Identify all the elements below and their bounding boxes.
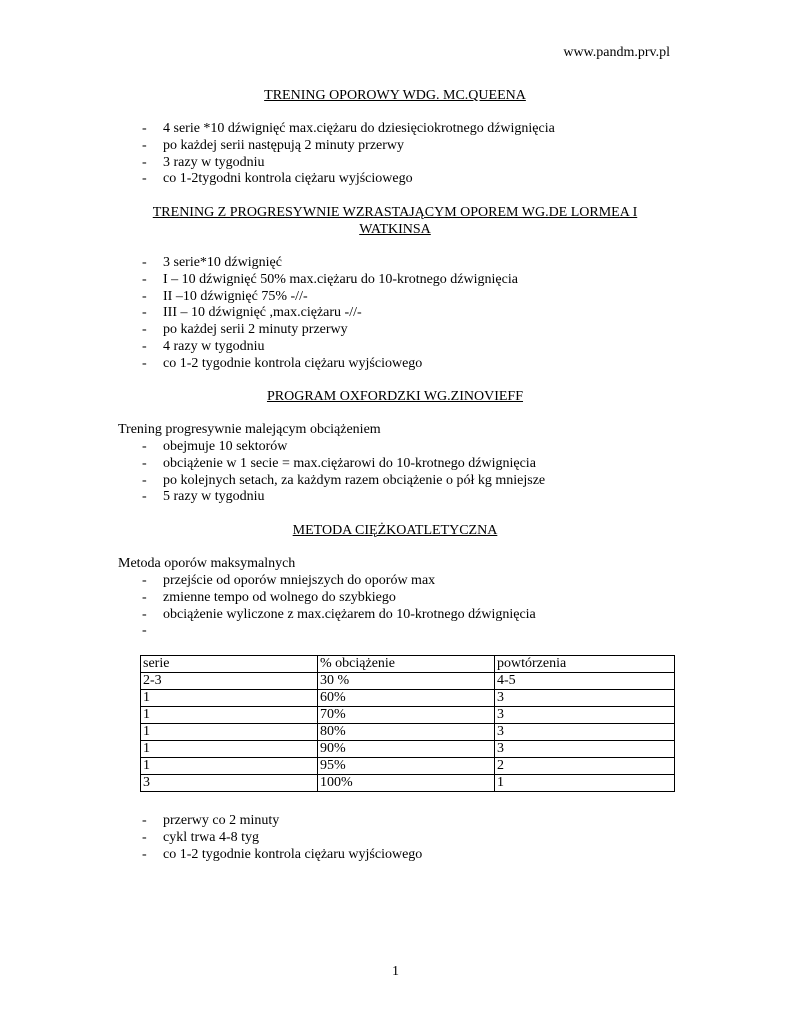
list-item: - obejmuje 10 sektorów [142, 438, 545, 455]
heavy-athletic-intro: Metoda oporów maksymalnych [118, 556, 296, 571]
heavy-athletic-list [142, 572, 536, 639]
load-table [140, 655, 675, 792]
oxford-intro: Trening progresywnie malejącym obciążeniem [118, 422, 381, 437]
section-title-delorme [115, 204, 675, 238]
list-item: - co 1-2tygodni kontrola ciężaru wyjściowego [142, 170, 555, 187]
table-cell: 3 [141, 775, 318, 792]
list-item: - 3 serie*10 dźwignięć [142, 254, 518, 271]
table-cell: 60% [318, 690, 495, 707]
list-item: - zmienne tempo od wolnego do szybkiego [142, 589, 536, 606]
table-cell: 1 [141, 690, 318, 707]
table-cell: 95% [318, 758, 495, 775]
mcqueen-list [142, 120, 555, 187]
table-row [141, 724, 675, 741]
list-item: - 3 razy w tygodniu [142, 154, 555, 171]
list-item: - 4 razy w tygodniu [142, 338, 518, 355]
table-cell: 3 [495, 741, 675, 758]
section-title-mcqueen: TRENING OPOROWY WDG. MC.QUEENA [264, 88, 526, 103]
table-cell: 3 [495, 690, 675, 707]
list-item: - po każdej serii 2 minuty przerwy [142, 321, 518, 338]
table-cell: 1 [141, 707, 318, 724]
table-cell: 90% [318, 741, 495, 758]
table-cell: 2-3 [141, 673, 318, 690]
table-cell: 3 [495, 707, 675, 724]
delorme-list [142, 254, 518, 372]
table-cell: 4-5 [495, 673, 675, 690]
table-cell: 70% [318, 707, 495, 724]
table-header-cell: % obciążenie [318, 656, 495, 673]
list-item: - 5 razy w tygodniu [142, 488, 545, 505]
section-title-line1: TRENING Z PROGRESYWNIE WZRASTAJĄCYM OPOREM WG.DE LORMEA I [152, 205, 638, 220]
list-item [142, 622, 536, 639]
list-item: - III – 10 dźwignięć ,max.ciężaru -//- [142, 304, 518, 321]
heavy-athletic-after-list [142, 812, 422, 862]
table-cell: 30 % [318, 673, 495, 690]
table-cell: 2 [495, 758, 675, 775]
list-item: - I – 10 dźwignięć 50% max.ciężaru do 10-krotnego dźwignięcia [142, 271, 518, 288]
table-cell: 3 [495, 724, 675, 741]
header-url: www.pandm.prv.pl [563, 45, 670, 60]
oxford-list [142, 438, 545, 505]
section-title-line2: WATKINSA [359, 222, 431, 237]
list-item: - co 1-2 tygodnie kontrola ciężaru wyjściowego [142, 355, 518, 372]
list-item: - przejście od oporów mniejszych do oporów max [142, 572, 536, 589]
table-cell: 1 [141, 741, 318, 758]
list-item: - obciążenie w 1 secie = max.ciężarowi do 10-krotnego dźwignięcia [142, 455, 545, 472]
list-item: - po kolejnych setach, za każdym razem obciążenie o pół kg mniejsze [142, 472, 545, 489]
table-row [141, 673, 675, 690]
section-title-heavy-athletic: METODA CIĘŻKOATLETYCZNA [292, 523, 498, 538]
list-item: - obciążenie wyliczone z max.ciężarem do 10-krotnego dźwignięcia [142, 606, 536, 623]
table-header-row [141, 656, 675, 673]
table-header-cell: serie [141, 656, 318, 673]
list-item: - 4 serie *10 dźwignięć max.ciężaru do dziesięciokrotnego dźwignięcia [142, 120, 555, 137]
table-row [141, 758, 675, 775]
table-cell: 1 [141, 724, 318, 741]
list-item: - II –10 dźwignięć 75% -//- [142, 288, 518, 305]
table-row [141, 775, 675, 792]
list-item: - cykl trwa 4-8 tyg [142, 829, 422, 846]
table-cell: 80% [318, 724, 495, 741]
page-number: 1 [392, 964, 399, 979]
table-row [141, 707, 675, 724]
table-cell: 1 [141, 758, 318, 775]
table-header-cell: powtórzenia [495, 656, 675, 673]
table-cell: 1 [495, 775, 675, 792]
table-row [141, 690, 675, 707]
list-item: - przerwy co 2 minuty [142, 812, 422, 829]
section-title-oxford: PROGRAM OXFORDZKI WG.ZINOVIEFF [266, 389, 524, 404]
list-item: - po każdej serii następują 2 minuty przerwy [142, 137, 555, 154]
table-cell: 100% [318, 775, 495, 792]
table-row [141, 741, 675, 758]
list-item: - co 1-2 tygodnie kontrola ciężaru wyjściowego [142, 846, 422, 863]
